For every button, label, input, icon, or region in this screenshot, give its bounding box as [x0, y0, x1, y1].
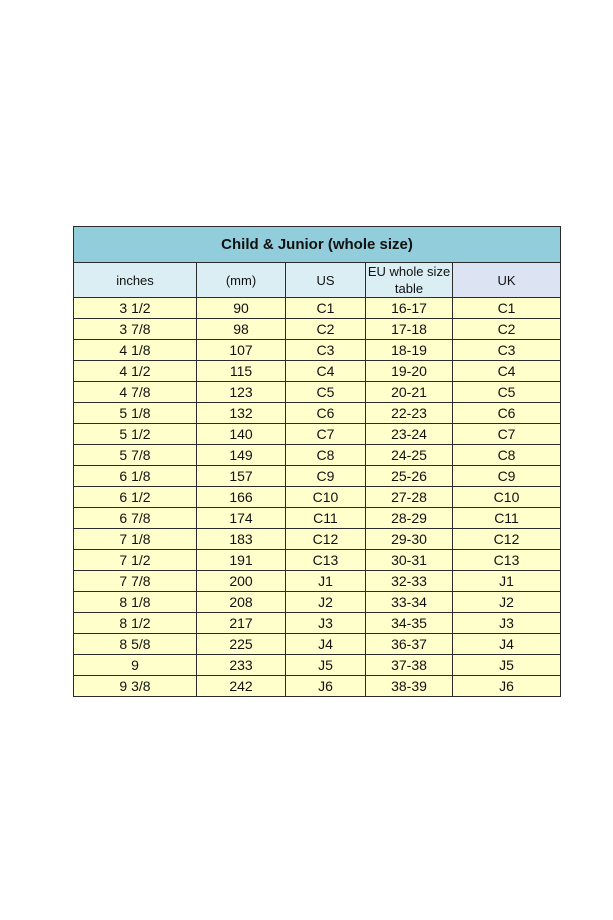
cell-us: C11 — [286, 508, 366, 529]
cell-eu: 23-24 — [366, 424, 453, 445]
cell-us: C13 — [286, 550, 366, 571]
cell-uk: C9 — [453, 466, 561, 487]
cell-inches: 8 1/2 — [74, 613, 197, 634]
cell-eu: 27-28 — [366, 487, 453, 508]
cell-mm: 242 — [197, 676, 286, 697]
cell-inches: 9 — [74, 655, 197, 676]
table-row — [74, 676, 561, 697]
cell-uk: C11 — [453, 508, 561, 529]
cell-uk: C13 — [453, 550, 561, 571]
cell-mm: 107 — [197, 340, 286, 361]
table-header-row — [74, 263, 561, 298]
table-row — [74, 613, 561, 634]
cell-eu: 16-17 — [366, 298, 453, 319]
table-row — [74, 382, 561, 403]
cell-inches: 7 1/8 — [74, 529, 197, 550]
header-inches: inches — [74, 263, 197, 298]
cell-eu: 24-25 — [366, 445, 453, 466]
table-row — [74, 403, 561, 424]
cell-uk: C2 — [453, 319, 561, 340]
size-chart-table — [73, 226, 561, 697]
cell-mm: 208 — [197, 592, 286, 613]
cell-mm: 115 — [197, 361, 286, 382]
cell-mm: 140 — [197, 424, 286, 445]
cell-mm: 123 — [197, 382, 286, 403]
table-row — [74, 550, 561, 571]
cell-inches: 8 1/8 — [74, 592, 197, 613]
cell-us: C12 — [286, 529, 366, 550]
cell-inches: 6 7/8 — [74, 508, 197, 529]
cell-eu: 34-35 — [366, 613, 453, 634]
table-row — [74, 361, 561, 382]
cell-inches: 3 1/2 — [74, 298, 197, 319]
table-row — [74, 592, 561, 613]
cell-eu: 20-21 — [366, 382, 453, 403]
cell-us: C7 — [286, 424, 366, 445]
cell-inches: 4 1/2 — [74, 361, 197, 382]
cell-us: J5 — [286, 655, 366, 676]
cell-inches: 4 7/8 — [74, 382, 197, 403]
cell-uk: C3 — [453, 340, 561, 361]
cell-uk: C6 — [453, 403, 561, 424]
cell-mm: 233 — [197, 655, 286, 676]
table-row — [74, 466, 561, 487]
cell-mm: 98 — [197, 319, 286, 340]
cell-eu: 28-29 — [366, 508, 453, 529]
table-row — [74, 424, 561, 445]
cell-eu: 30-31 — [366, 550, 453, 571]
cell-us: C1 — [286, 298, 366, 319]
cell-inches: 8 5/8 — [74, 634, 197, 655]
cell-us: J4 — [286, 634, 366, 655]
cell-uk: C8 — [453, 445, 561, 466]
table-row — [74, 529, 561, 550]
cell-mm: 191 — [197, 550, 286, 571]
table-row — [74, 298, 561, 319]
cell-inches: 9 3/8 — [74, 676, 197, 697]
cell-eu: 33-34 — [366, 592, 453, 613]
cell-mm: 157 — [197, 466, 286, 487]
cell-us: J2 — [286, 592, 366, 613]
cell-uk: C5 — [453, 382, 561, 403]
cell-uk: C12 — [453, 529, 561, 550]
table-row — [74, 319, 561, 340]
cell-eu: 38-39 — [366, 676, 453, 697]
cell-inches: 4 1/8 — [74, 340, 197, 361]
table-row — [74, 634, 561, 655]
cell-inches: 7 1/2 — [74, 550, 197, 571]
cell-uk: J4 — [453, 634, 561, 655]
cell-uk: J3 — [453, 613, 561, 634]
cell-eu: 22-23 — [366, 403, 453, 424]
cell-us: J6 — [286, 676, 366, 697]
cell-us: C4 — [286, 361, 366, 382]
cell-eu: 29-30 — [366, 529, 453, 550]
cell-eu: 17-18 — [366, 319, 453, 340]
cell-us: J1 — [286, 571, 366, 592]
cell-us: C3 — [286, 340, 366, 361]
cell-uk: C7 — [453, 424, 561, 445]
header-mm: (mm) — [197, 263, 286, 298]
cell-uk: J5 — [453, 655, 561, 676]
table-row — [74, 340, 561, 361]
cell-eu: 36-37 — [366, 634, 453, 655]
cell-mm: 90 — [197, 298, 286, 319]
cell-uk: J2 — [453, 592, 561, 613]
cell-inches: 5 1/2 — [74, 424, 197, 445]
cell-eu: 18-19 — [366, 340, 453, 361]
cell-us: C2 — [286, 319, 366, 340]
table-body — [74, 298, 561, 697]
cell-us: J3 — [286, 613, 366, 634]
cell-us: C9 — [286, 466, 366, 487]
header-eu: EU whole size table — [366, 263, 453, 298]
table-row — [74, 571, 561, 592]
cell-mm: 183 — [197, 529, 286, 550]
cell-uk: J6 — [453, 676, 561, 697]
cell-us: C8 — [286, 445, 366, 466]
cell-inches: 6 1/2 — [74, 487, 197, 508]
cell-us: C6 — [286, 403, 366, 424]
header-us: US — [286, 263, 366, 298]
cell-mm: 132 — [197, 403, 286, 424]
cell-inches: 7 7/8 — [74, 571, 197, 592]
cell-us: C10 — [286, 487, 366, 508]
cell-mm: 149 — [197, 445, 286, 466]
cell-uk: C1 — [453, 298, 561, 319]
cell-uk: C4 — [453, 361, 561, 382]
cell-eu: 37-38 — [366, 655, 453, 676]
cell-eu: 25-26 — [366, 466, 453, 487]
cell-eu: 19-20 — [366, 361, 453, 382]
table-title-row — [74, 227, 561, 263]
cell-inches: 6 1/8 — [74, 466, 197, 487]
cell-us: C5 — [286, 382, 366, 403]
cell-inches: 3 7/8 — [74, 319, 197, 340]
table-row — [74, 487, 561, 508]
cell-mm: 174 — [197, 508, 286, 529]
cell-mm: 217 — [197, 613, 286, 634]
cell-mm: 200 — [197, 571, 286, 592]
cell-eu: 32-33 — [366, 571, 453, 592]
cell-inches: 5 1/8 — [74, 403, 197, 424]
cell-mm: 225 — [197, 634, 286, 655]
table-row — [74, 508, 561, 529]
cell-inches: 5 7/8 — [74, 445, 197, 466]
cell-uk: C10 — [453, 487, 561, 508]
header-uk: UK — [453, 263, 561, 298]
table-title: Child & Junior (whole size) — [74, 227, 561, 263]
table-row — [74, 655, 561, 676]
cell-uk: J1 — [453, 571, 561, 592]
cell-mm: 166 — [197, 487, 286, 508]
table-row — [74, 445, 561, 466]
